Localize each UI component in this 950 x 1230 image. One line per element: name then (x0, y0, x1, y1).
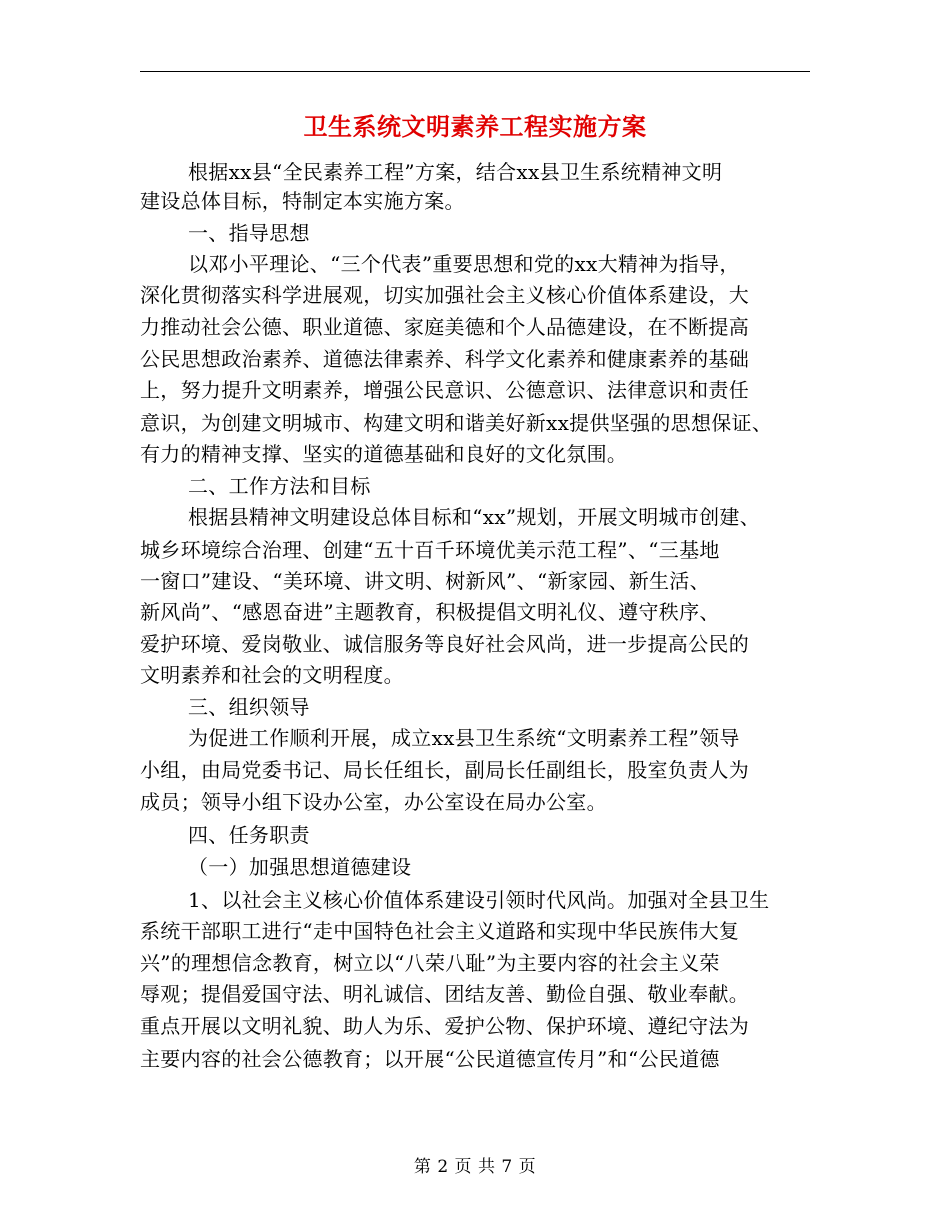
body-line: 新风尚”、“感恩奋进”主题教育，积极提倡文明礼仪、遵守秩序、 (140, 600, 720, 624)
body-line: 重点开展以文明礼貌、助人为乐、爱护公物、保护环境、遵纪守法为 (140, 1014, 749, 1038)
body-line: 辱观；提倡爱国守法、明礼诚信、团结友善、勤俭自强、敬业奉献。 (140, 982, 749, 1006)
body-line: 力推动社会公德、职业道德、家庭美德和个人品德建设，在不断提高 (140, 315, 749, 339)
body-line: 爱护环境、爱岗敬业、诚信服务等良好社会风尚，进一步提高公民的 (140, 632, 749, 656)
body-line: 成员；领导小组下设办公室，办公室设在局办公室。 (140, 790, 607, 814)
section-heading: 二、工作方法和目标 (188, 474, 371, 498)
body-line: 深化贯彻落实科学进展观，切实加强社会主义核心价值体系建设，大 (140, 283, 749, 307)
body-line: 兴”的理想信念教育，树立以“八荣八耻”为主要内容的社会主义荣 (140, 951, 720, 975)
body-line: 城乡环境综合治理、创建“五十百千环境优美示范工程”、“三基地 (140, 538, 720, 562)
body-line: 根据县精神文明建设总体目标和“xx”规划，开展文明城市创建、 (188, 505, 761, 529)
section-heading: 三、组织领导 (188, 695, 310, 719)
section-heading: 一、指导思想 (188, 221, 310, 245)
body-line: 系统干部职工进行“走中国特色社会主义道路和实现中华民族伟大复 (140, 919, 740, 943)
body-line: 1、以社会主义核心价值体系建设引领时代风尚。加强对全县卫生 (188, 888, 770, 912)
section-heading: 四、任务职责 (188, 823, 310, 847)
body-line: 文明素养和社会的文明程度。 (140, 663, 404, 687)
body-line: 为促进工作顺利开展，成立xx县卫生系统“文明素养工程”领导 (188, 726, 740, 750)
body-line: 公民思想政治素养、道德法律素养、科学文化素养和健康素养的基础 (140, 347, 749, 371)
document-title: 卫生系统文明素养工程实施方案 (303, 112, 647, 141)
body-line: 上，努力提升文明素养，增强公民意识、公德意识、法律意识和责任 (140, 378, 749, 402)
body-line: 一窗口”建设、“美环境、讲文明、树新风”、“新家园、新生活、 (140, 569, 710, 593)
header-rule (140, 71, 810, 72)
subsection-heading: （一）加强思想道德建设 (188, 855, 412, 879)
page-number: 第 2 页 共 7 页 (413, 1157, 537, 1177)
body-line: 小组，由局党委书记、局长任组长，副局长任副组长，股室负责人为 (140, 758, 749, 782)
body-line: 建设总体目标，特制定本实施方案。 (140, 189, 465, 213)
body-line: 意识，为创建文明城市、构建文明和谐美好新xx提供坚强的思想保证、 (140, 411, 773, 435)
body-line: 以邓小平理论、“三个代表”重要思想和党的xx大精神为指导， (188, 252, 740, 276)
body-line: 有力的精神支撑、坚实的道德基础和良好的文化氛围。 (140, 442, 628, 466)
body-line: 根据xx县“全民素养工程”方案，结合xx县卫生系统精神文明 (188, 160, 723, 184)
body-line: 主要内容的社会公德教育；以开展“公民道德宣传月”和“公民道德 (140, 1047, 720, 1071)
